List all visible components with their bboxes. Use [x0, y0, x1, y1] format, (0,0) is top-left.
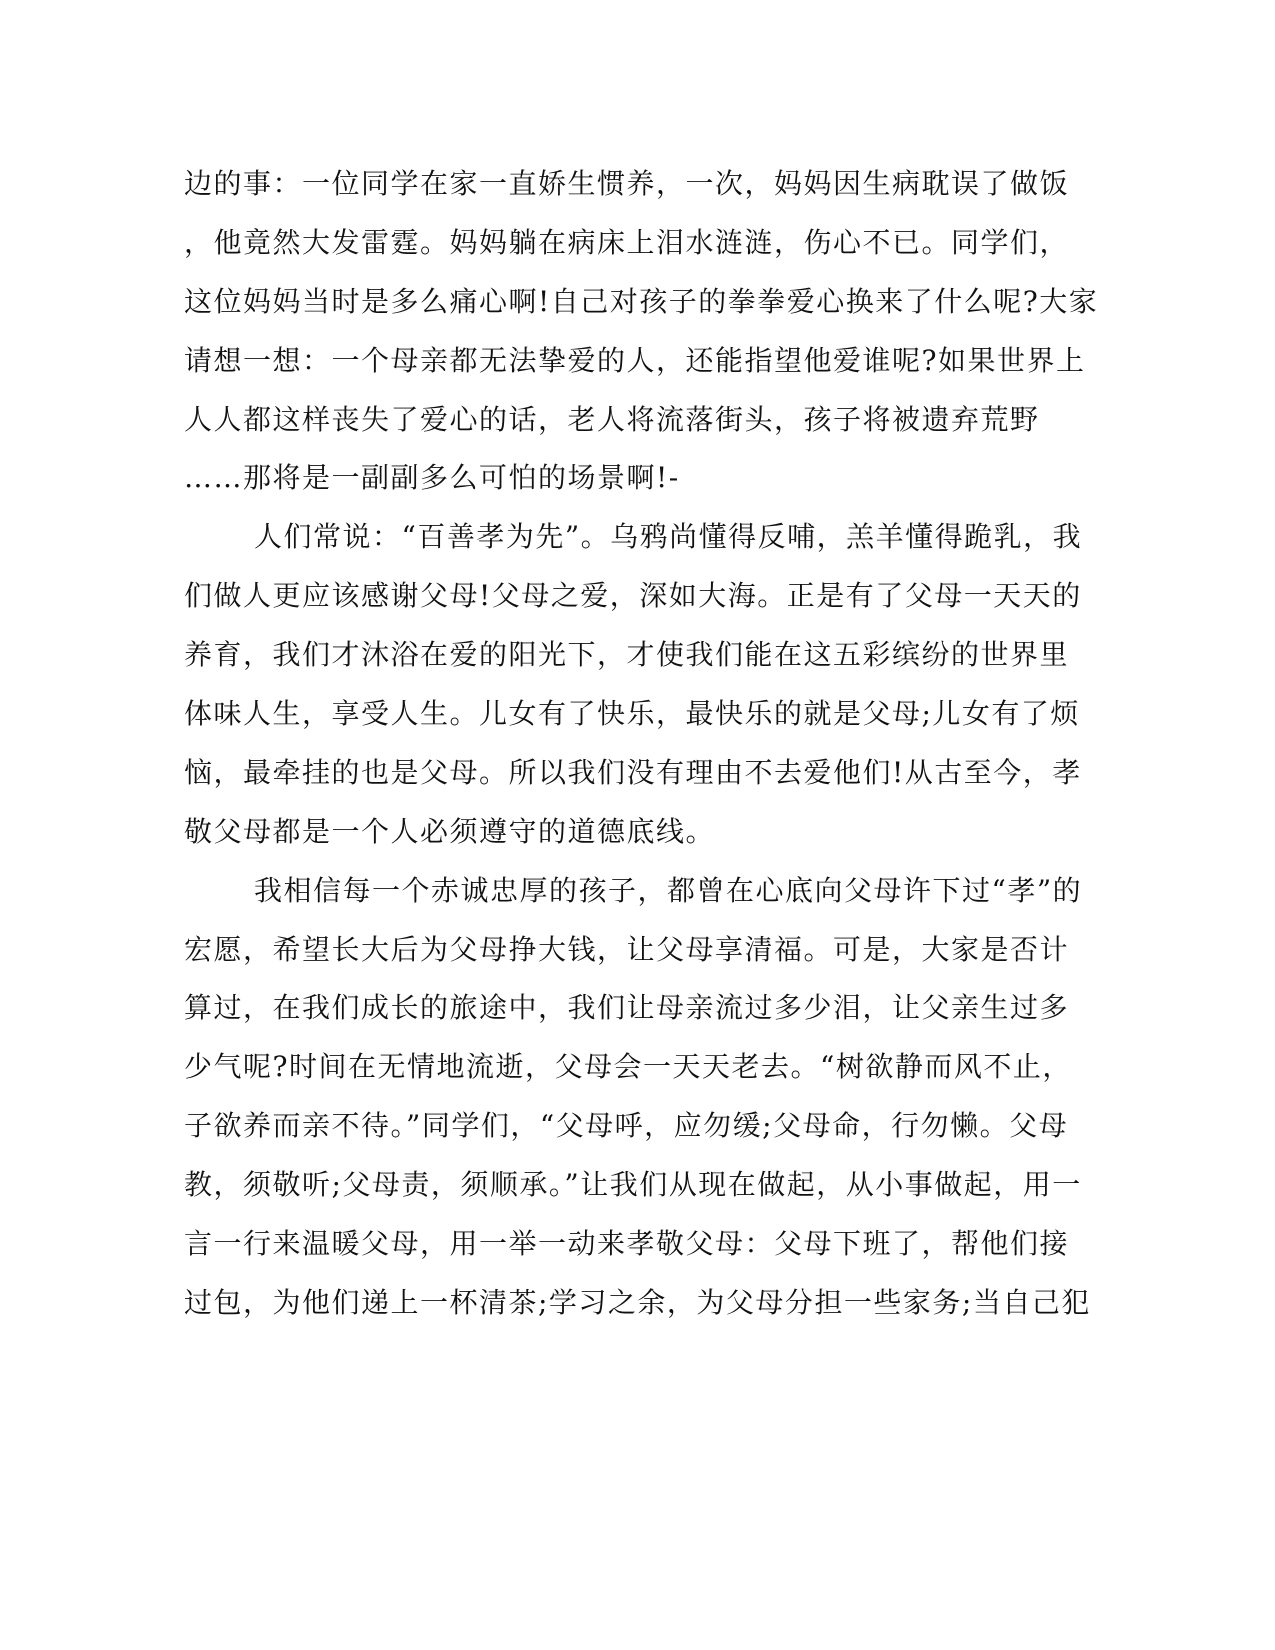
text-line: 子欲养而亲不待。”同学们，“父母呼，应勿缓;父母命，行勿懒。父母: [184, 1109, 1069, 1143]
text-line: 我相信每一个赤诚忠厚的孩子，都曾在心底向父母许下过“孝”的: [254, 873, 1083, 907]
text-line: 们做人更应该感谢父母!父母之爱，深如大海。正是有了父母一天天的: [184, 579, 1082, 613]
text-line: 算过，在我们成长的旅途中，我们让母亲流过多少泪，让父亲生过多: [184, 991, 1070, 1025]
paragraph-2: [184, 508, 1083, 861]
text-line: 人们常说：“百善孝为先”。乌鸦尚懂得反哺，羔羊懂得跪乳，我: [254, 520, 1083, 554]
text-line: 养育，我们才沐浴在爱的阳光下，才使我们能在这五彩缤纷的世界里: [184, 638, 1070, 672]
paragraph-3: [184, 862, 1091, 1333]
text-line: 宏愿，希望长大后为父母挣大钱，让父母享清福。可是，大家是否计: [184, 932, 1070, 966]
text-line: 敬父母都是一个人必须遵守的道德底线。: [184, 814, 716, 848]
text-line: 过包，为他们递上一杯清茶;学习之余，为父母分担一些家务;当自己犯: [184, 1285, 1091, 1319]
text-line: 恼，最牵挂的也是父母。所以我们没有理由不去爱他们!从古至今，孝: [184, 755, 1082, 789]
text-line: 体味人生，享受人生。儿女有了快乐，最快乐的就是父母;儿女有了烦: [184, 697, 1080, 731]
text-line: 少气呢?时间在无情地流逝，父母会一天天老去。“树欲静而风不止，: [184, 1050, 1072, 1084]
text-line: 言一行来温暖父母，用一举一动来孝敬父母：父母下班了，帮他们接: [184, 1227, 1070, 1261]
text-line: 请想一想：一个母亲都无法挚爱的人，还能指望他爱谁呢?如果世界上: [184, 343, 1086, 377]
text-line: 这位妈妈当时是多么痛心啊!自己对孩子的拳拳爱心换来了什么呢?大家: [184, 284, 1099, 318]
body-text: [184, 155, 1099, 1333]
paragraph-1: [184, 155, 1099, 508]
text-line: ……那将是一副副多么可怕的场景啊!-: [184, 461, 680, 495]
text-line: 教，须敬听;父母责，须顺承。”让我们从现在做起，从小事做起，用一: [184, 1168, 1082, 1202]
text-line: 边的事：一位同学在家一直娇生惯养，一次，妈妈因生病耽误了做饭: [184, 167, 1070, 200]
text-line: ，他竟然大发雷霆。妈妈躺在病床上泪水涟涟，伤心不已。同学们，: [184, 225, 1070, 259]
text-line: 人人都这样丧失了爱心的话，老人将流落街头，孩子将被遗弃荒野: [184, 402, 1040, 436]
